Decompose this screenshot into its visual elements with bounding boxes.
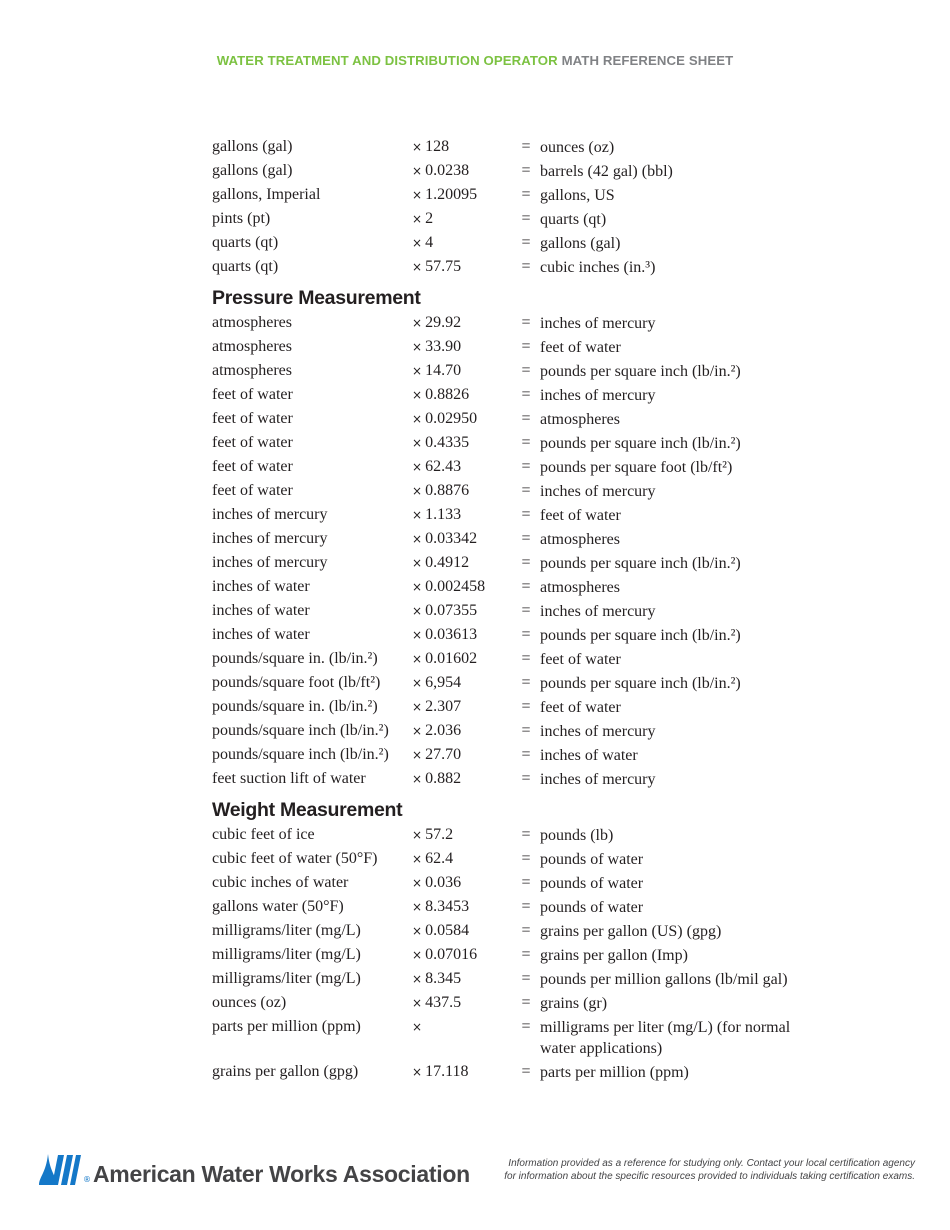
from-unit: pounds/square in. (lb/in.²) [212, 650, 378, 667]
multiplier [412, 551, 517, 575]
disclaimer-line-1: Information provided as a reference for studying only. Contact your local certification agency [508, 1158, 915, 1169]
multiplier-value: 62.43 [425, 458, 462, 475]
multiplier [412, 1060, 517, 1084]
times-symbol: × [412, 140, 423, 154]
from-unit: gallons (gal) [212, 162, 293, 179]
organization-name: American Water Works Association [93, 1161, 470, 1187]
times-symbol: × [412, 364, 423, 378]
multiplier-value: 62.4 [425, 850, 454, 867]
to-unit: inches of water [540, 746, 638, 764]
conversion-row [212, 1015, 812, 1060]
from-unit: inches of mercury [212, 506, 328, 523]
times-symbol: × [412, 724, 423, 738]
times-symbol: × [412, 556, 423, 570]
to-unit: quarts (qt) [540, 210, 607, 228]
equals-symbol: = [521, 850, 531, 867]
equals-symbol: = [521, 314, 531, 331]
from-unit: gallons water (50°F) [212, 898, 344, 915]
from-unit: milligrams/liter (mg/L) [212, 970, 361, 987]
conversion-row [212, 183, 812, 207]
conversion-row [212, 767, 812, 791]
multiplier-value: 27.70 [425, 746, 462, 763]
to-unit: gallons, US [540, 186, 615, 204]
from-unit: feet of water [212, 410, 293, 427]
multiplier [412, 919, 517, 943]
times-symbol: × [412, 188, 423, 202]
times-symbol: × [412, 580, 423, 594]
from-unit: atmospheres [212, 338, 292, 355]
from-unit: pounds/square in. (lb/in.²) [212, 698, 378, 715]
equals-symbol: = [521, 994, 531, 1011]
multiplier [412, 335, 517, 359]
multiplier-value: 0.03613 [425, 626, 478, 643]
to-unit: feet of water [540, 338, 621, 356]
times-symbol: × [412, 484, 423, 498]
multiplier [412, 455, 517, 479]
multiplier-value: 17.118 [425, 1063, 469, 1080]
times-symbol: × [412, 652, 423, 666]
multiplier-value: 6,954 [425, 674, 462, 691]
to-unit: atmospheres [540, 410, 620, 428]
times-symbol: × [412, 996, 423, 1010]
times-symbol: × [412, 604, 423, 618]
to-unit: pounds per square inch (lb/in.²) [540, 434, 741, 452]
multiplier-value: 1.20095 [425, 186, 478, 203]
equals-symbol: = [521, 458, 531, 475]
equals-symbol: = [521, 626, 531, 643]
equals-symbol: = [521, 946, 531, 963]
times-symbol: × [412, 748, 423, 762]
equals-symbol: = [521, 386, 531, 403]
to-unit: parts per million (ppm) [540, 1063, 689, 1081]
multiplier [412, 575, 517, 599]
multiplier [412, 407, 517, 431]
multiplier-value: 0.8876 [425, 482, 470, 499]
page-header [0, 53, 950, 68]
times-symbol: × [412, 436, 423, 450]
multiplier [412, 895, 517, 919]
equals-symbol: = [521, 186, 531, 203]
registered-mark: ® [83, 1175, 91, 1184]
conversion-row [212, 527, 812, 551]
to-unit: barrels (42 gal) (bbl) [540, 162, 673, 180]
section-title-weight: Weight Measurement [212, 799, 403, 821]
multiplier [412, 671, 517, 695]
equals-symbol: = [521, 530, 531, 547]
to-unit: feet of water [540, 506, 621, 524]
multiplier [412, 871, 517, 895]
equals-symbol: = [521, 970, 531, 987]
times-symbol: × [412, 628, 423, 642]
pressure-conversion-list [212, 311, 812, 791]
to-unit: inches of mercury [540, 482, 656, 500]
multiplier-value: 0.0584 [425, 922, 470, 939]
to-unit: pounds per square inch (lb/in.²) [540, 554, 741, 572]
conversion-row [212, 455, 812, 479]
times-symbol: × [412, 340, 423, 354]
from-unit: parts per million (ppm) [212, 1018, 361, 1035]
conversion-row [212, 695, 812, 719]
to-unit: grains per gallon (Imp) [540, 946, 688, 964]
multiplier [412, 943, 517, 967]
from-unit: cubic feet of water (50°F) [212, 850, 378, 867]
to-unit: inches of mercury [540, 602, 656, 620]
footer-disclaimer [495, 1158, 915, 1183]
volume-conversion-list [212, 135, 812, 279]
to-unit: cubic inches (in.³) [540, 258, 656, 276]
times-symbol: × [412, 532, 423, 546]
from-unit: quarts (qt) [212, 234, 279, 251]
multiplier [412, 599, 517, 623]
from-unit: inches of mercury [212, 554, 328, 571]
to-unit: ounces (oz) [540, 138, 615, 156]
from-unit: feet of water [212, 434, 293, 451]
multiplier-value: 57.2 [425, 826, 454, 843]
multiplier-value: 8.345 [425, 970, 462, 987]
conversion-row [212, 823, 812, 847]
conversion-row [212, 623, 812, 647]
multiplier [412, 967, 517, 991]
awwa-logo [38, 1148, 470, 1188]
equals-symbol: = [521, 722, 531, 739]
equals-symbol: = [521, 482, 531, 499]
from-unit: feet of water [212, 386, 293, 403]
multiplier [412, 695, 517, 719]
multiplier [412, 847, 517, 871]
from-unit: milligrams/liter (mg/L) [212, 922, 361, 939]
equals-symbol: = [521, 698, 531, 715]
from-unit: inches of water [212, 602, 310, 619]
from-unit: inches of mercury [212, 530, 328, 547]
multiplier-value: 0.0238 [425, 162, 470, 179]
multiplier-value: 0.8826 [425, 386, 470, 403]
multiplier [412, 183, 517, 207]
conversion-tables [212, 135, 812, 1084]
equals-symbol: = [521, 234, 531, 251]
from-unit: grains per gallon (gpg) [212, 1063, 359, 1080]
conversion-row [212, 575, 812, 599]
multiplier-value: 33.90 [425, 338, 462, 355]
multiplier [412, 743, 517, 767]
equals-symbol: = [521, 1063, 531, 1080]
from-unit: cubic feet of ice [212, 826, 315, 843]
conversion-row [212, 231, 812, 255]
multiplier-value: 0.4335 [425, 434, 470, 451]
from-unit: inches of water [212, 626, 310, 643]
equals-symbol: = [521, 362, 531, 379]
conversion-row [212, 943, 812, 967]
times-symbol: × [412, 460, 423, 474]
to-unit: feet of water [540, 698, 621, 716]
conversion-row [212, 743, 812, 767]
multiplier-value: 128 [425, 138, 450, 155]
times-symbol: × [412, 236, 423, 250]
conversion-row [212, 207, 812, 231]
conversion-row [212, 871, 812, 895]
multiplier [412, 623, 517, 647]
conversion-row [212, 135, 812, 159]
equals-symbol: = [521, 506, 531, 523]
to-unit: pounds of water [540, 850, 644, 868]
conversion-row [212, 359, 812, 383]
multiplier-value: 0.03342 [425, 530, 478, 547]
equals-symbol: = [521, 162, 531, 179]
from-unit: gallons (gal) [212, 138, 293, 155]
to-unit: feet of water [540, 650, 621, 668]
multiplier [412, 823, 517, 847]
multiplier [412, 255, 517, 279]
multiplier-value: 14.70 [425, 362, 462, 379]
to-unit: atmospheres [540, 578, 620, 596]
times-symbol: × [412, 772, 423, 786]
from-unit: feet suction lift of water [212, 770, 366, 787]
conversion-row [212, 671, 812, 695]
equals-symbol: = [521, 674, 531, 691]
multiplier-value: 0.07355 [425, 602, 478, 619]
conversion-row [212, 383, 812, 407]
multiplier-value: 0.036 [425, 874, 462, 891]
conversion-row [212, 919, 812, 943]
times-symbol: × [412, 828, 423, 842]
conversion-row [212, 335, 812, 359]
equals-symbol: = [521, 578, 531, 595]
times-symbol: × [412, 388, 423, 402]
times-symbol: × [412, 260, 423, 274]
equals-symbol: = [521, 922, 531, 939]
to-unit: grains (gr) [540, 994, 608, 1012]
equals-symbol: = [521, 138, 531, 155]
multiplier [412, 231, 517, 255]
times-symbol: × [412, 412, 423, 426]
multiplier [412, 311, 517, 335]
equals-symbol: = [521, 258, 531, 275]
times-symbol: × [412, 852, 423, 866]
to-unit: pounds per square inch (lb/in.²) [540, 626, 741, 644]
multiplier-value: 57.75 [425, 258, 462, 275]
conversion-row [212, 479, 812, 503]
times-symbol: × [412, 1065, 423, 1079]
multiplier-value: 0.01602 [425, 650, 478, 667]
multiplier [412, 1015, 517, 1060]
to-unit: pounds of water [540, 874, 644, 892]
conversion-row [212, 895, 812, 919]
to-unit: inches of mercury [540, 722, 656, 740]
multiplier-value: 4 [425, 234, 434, 251]
equals-symbol: = [521, 1018, 531, 1035]
multiplier [412, 767, 517, 791]
equals-symbol: = [521, 602, 531, 619]
equals-symbol: = [521, 410, 531, 427]
from-unit: atmospheres [212, 314, 292, 331]
to-unit: inches of mercury [540, 386, 656, 404]
conversion-row [212, 159, 812, 183]
to-unit: atmospheres [540, 530, 620, 548]
header-title-highlight: WATER TREATMENT AND DISTRIBUTION OPERATOR [216, 53, 558, 68]
conversion-row [212, 599, 812, 623]
multiplier [412, 383, 517, 407]
to-unit: inches of mercury [540, 314, 656, 332]
times-symbol: × [412, 316, 423, 330]
multiplier-value: 437.5 [425, 994, 462, 1011]
conversion-row [212, 503, 812, 527]
from-unit: gallons, Imperial [212, 186, 321, 203]
multiplier [412, 527, 517, 551]
times-symbol: × [412, 972, 423, 986]
from-unit: feet of water [212, 482, 293, 499]
conversion-row [212, 991, 812, 1015]
multiplier [412, 503, 517, 527]
conversion-row [212, 647, 812, 671]
conversion-row [212, 551, 812, 575]
multiplier-value: 0.882 [425, 770, 462, 787]
conversion-row [212, 311, 812, 335]
equals-symbol: = [521, 338, 531, 355]
to-unit: inches of mercury [540, 770, 656, 788]
to-unit: grains per gallon (US) (gpg) [540, 922, 722, 940]
equals-symbol: = [521, 650, 531, 667]
from-unit: inches of water [212, 578, 310, 595]
times-symbol: × [412, 900, 423, 914]
equals-symbol: = [521, 434, 531, 451]
times-symbol: × [412, 1020, 423, 1034]
times-symbol: × [412, 924, 423, 938]
times-symbol: × [412, 212, 423, 226]
multiplier-value: 8.3453 [425, 898, 470, 915]
times-symbol: × [412, 948, 423, 962]
to-unit: pounds (lb) [540, 826, 614, 844]
to-unit: milligrams per liter (mg/L) (for normal water applications) [540, 1018, 791, 1057]
conversion-row [212, 431, 812, 455]
to-unit: pounds per square inch (lb/in.²) [540, 362, 741, 380]
to-unit: pounds per million gallons (lb/mil gal) [540, 970, 788, 988]
multiplier-value: 2.036 [425, 722, 462, 739]
equals-symbol: = [521, 746, 531, 763]
water-drops-icon [38, 1152, 82, 1188]
multiplier [412, 159, 517, 183]
times-symbol: × [412, 508, 423, 522]
multiplier-value: 0.4912 [425, 554, 470, 571]
header-title-rest: MATH REFERENCE SHEET [561, 53, 734, 68]
multiplier-value: 0.002458 [425, 578, 486, 595]
equals-symbol: = [521, 554, 531, 571]
multiplier [412, 207, 517, 231]
multiplier [412, 991, 517, 1015]
multiplier [412, 719, 517, 743]
multiplier-value: 2.307 [425, 698, 462, 715]
multiplier [412, 647, 517, 671]
disclaimer-line-2: for information about the specific resources provided to individuals taking certification exams. [504, 1170, 915, 1182]
equals-symbol: = [521, 826, 531, 843]
multiplier-value: 1.133 [425, 506, 462, 523]
from-unit: quarts (qt) [212, 258, 279, 275]
to-unit: gallons (gal) [540, 234, 621, 252]
conversion-row [212, 1060, 812, 1084]
equals-symbol: = [521, 210, 531, 227]
multiplier [412, 431, 517, 455]
from-unit: pounds/square inch (lb/in.²) [212, 746, 389, 763]
times-symbol: × [412, 876, 423, 890]
conversion-row [212, 847, 812, 871]
to-unit: pounds per square foot (lb/ft²) [540, 458, 733, 476]
conversion-row [212, 255, 812, 279]
from-unit: cubic inches of water [212, 874, 349, 891]
from-unit: milligrams/liter (mg/L) [212, 946, 361, 963]
times-symbol: × [412, 676, 423, 690]
weight-conversion-list [212, 823, 812, 1084]
conversion-row [212, 719, 812, 743]
times-symbol: × [412, 700, 423, 714]
from-unit: feet of water [212, 458, 293, 475]
multiplier-value: 0.07016 [425, 946, 478, 963]
conversion-row [212, 967, 812, 991]
multiplier [412, 479, 517, 503]
multiplier-value: 2 [425, 210, 434, 227]
from-unit: pounds/square foot (lb/ft²) [212, 674, 381, 691]
equals-symbol: = [521, 898, 531, 915]
from-unit: pounds/square inch (lb/in.²) [212, 722, 389, 739]
from-unit: atmospheres [212, 362, 292, 379]
to-unit: pounds per square inch (lb/in.²) [540, 674, 741, 692]
to-unit: pounds of water [540, 898, 644, 916]
multiplier-value: 0.02950 [425, 410, 478, 427]
conversion-row [212, 407, 812, 431]
section-title-pressure: Pressure Measurement [212, 287, 421, 309]
times-symbol: × [412, 164, 423, 178]
multiplier-value: 29.92 [425, 314, 462, 331]
equals-symbol: = [521, 874, 531, 891]
multiplier [412, 359, 517, 383]
equals-symbol: = [521, 770, 531, 787]
from-unit: ounces (oz) [212, 994, 287, 1011]
from-unit: pints (pt) [212, 210, 271, 227]
multiplier [412, 135, 517, 159]
